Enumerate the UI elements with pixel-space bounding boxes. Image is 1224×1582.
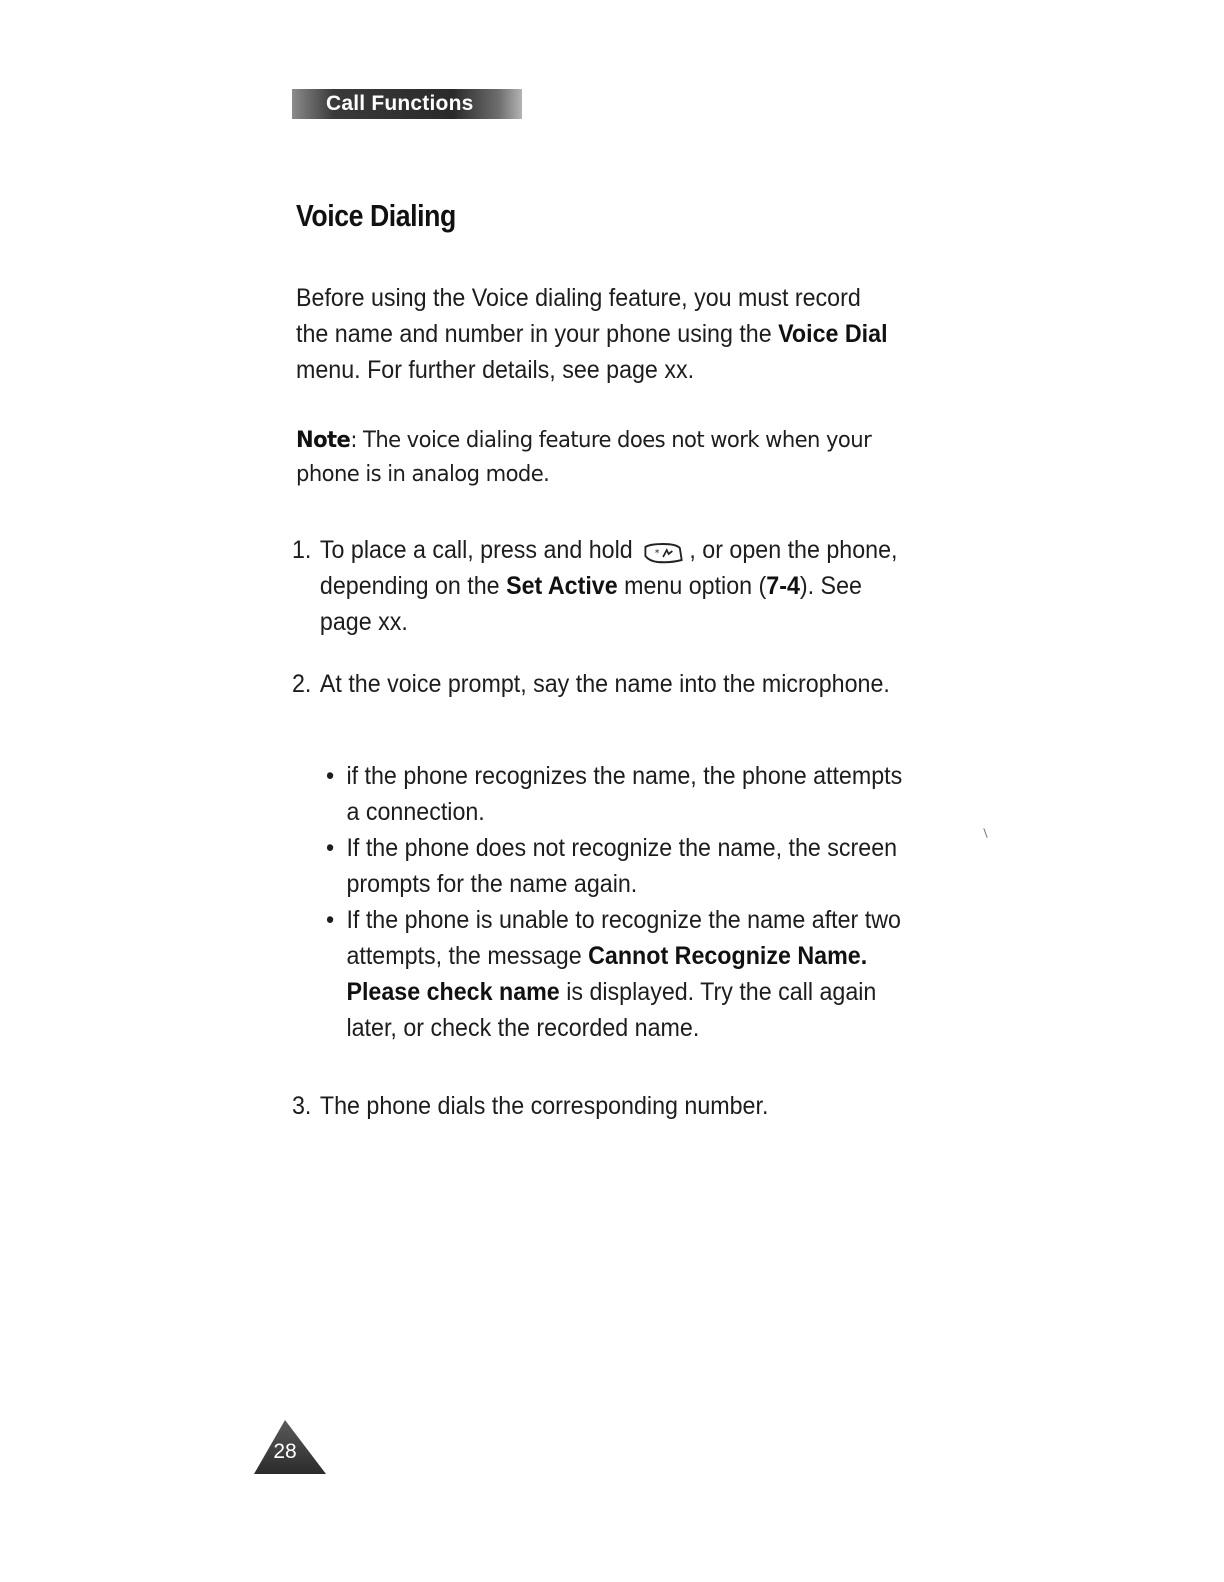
set-active-menu-name: Set Active (506, 572, 618, 600)
note-paragraph (296, 424, 891, 492)
step-1 (292, 532, 906, 640)
step-text (320, 532, 906, 640)
step-number: 2. (292, 670, 312, 698)
step-2 (292, 666, 906, 702)
bullet-text: if the phone recognizes the name, the phone attempts a connection. (346, 762, 903, 826)
step-text: At the voice prompt, say the name into the microphone. (319, 670, 890, 698)
scan-mark (983, 828, 987, 838)
step-number: 1. (292, 536, 312, 564)
result-bullet-list (326, 758, 903, 1046)
menu-shortcut: 7-4 (766, 572, 800, 600)
page-number: 28 (273, 1440, 297, 1463)
intro-text-1: Before using the Voice dialing feature, you must record the name and number in your phone using the (296, 284, 861, 348)
intro-text-2: menu. For further details, see page xx. (296, 356, 695, 384)
step-1-text-3: menu option ( (617, 572, 767, 600)
bullet-3-text-1: If the phone is unable to recognize the name after two attempts, the message (346, 906, 901, 970)
voice-dial-key-icon (643, 538, 684, 560)
bullet-icon: • (326, 906, 335, 934)
list-item (326, 830, 903, 902)
step-1-text-1: To place a call, press and hold (319, 536, 640, 564)
list-item (326, 758, 903, 830)
step-number: 3. (292, 1092, 312, 1120)
bullet-icon: • (326, 762, 335, 790)
step-1-text-4: ). See page xx. (319, 572, 862, 636)
step-1-text-2: , or open the phone, depending on the (319, 536, 898, 600)
step-text: The phone dials the corresponding number. (319, 1092, 769, 1120)
note-label: Note (296, 428, 351, 453)
list-item (326, 902, 903, 1046)
error-message: Cannot Recognize Name. Please check name (346, 942, 868, 1006)
page-number-marker (252, 1418, 328, 1476)
voice-dial-menu-name: Voice Dial (778, 320, 888, 348)
page-title: Voice Dialing (296, 198, 456, 233)
section-tab-label: Call Functions (326, 92, 474, 115)
bullet-3-text-2: is displayed. Try the call again later, or check the recorded name. (346, 978, 877, 1042)
step-3 (292, 1088, 906, 1124)
bullet-text: If the phone does not recognize the name, the screen prompts for the name again. (346, 834, 898, 898)
bullet-text (346, 906, 900, 1042)
note-text: : The voice dialing feature does not work when your phone is in analog mode. (296, 428, 872, 487)
bullet-icon: • (326, 834, 335, 862)
section-tab (292, 89, 522, 119)
svg-text:*: * (654, 548, 660, 560)
intro-paragraph (296, 280, 891, 388)
